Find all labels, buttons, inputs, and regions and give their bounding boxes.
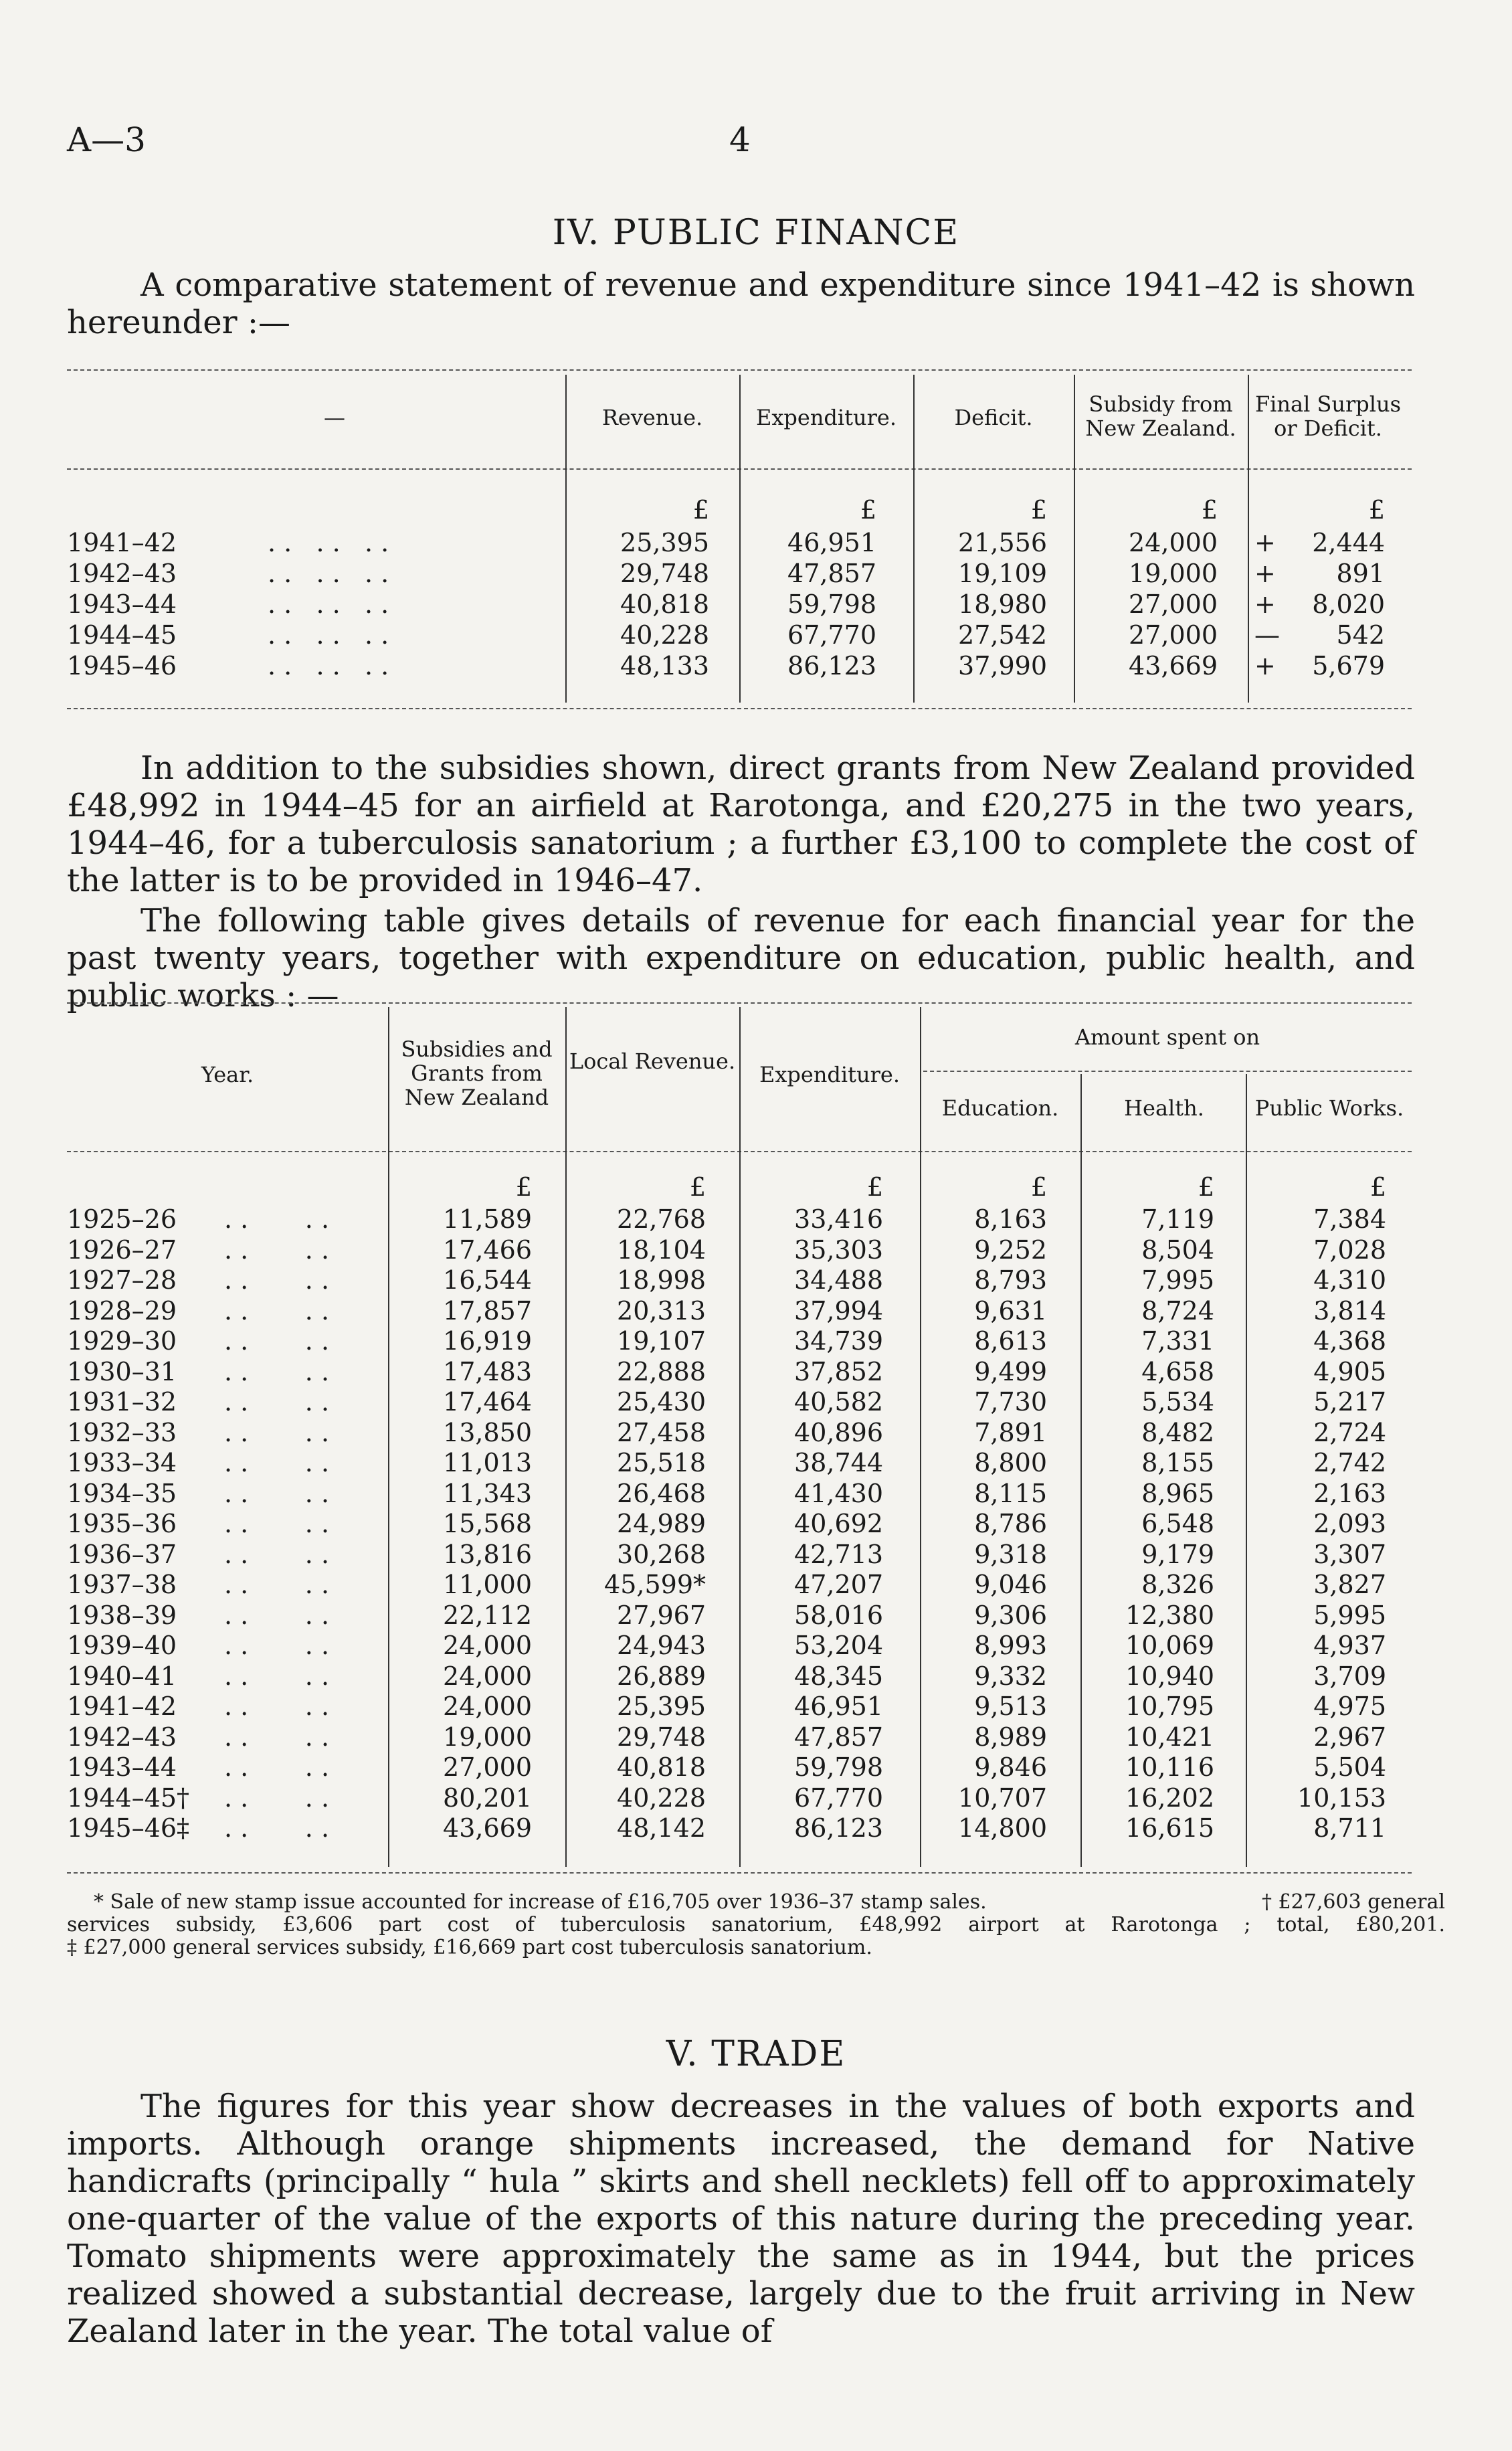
subsidies-cell: 13,816 (443, 1539, 532, 1569)
table2-row (0, 1326, 1512, 1356)
footnote-double-dagger: ‡ £27,000 general services subsidy, £16,669 part cost tuberculosis sanatorium. (67, 1936, 872, 1959)
expenditure-cell: 58,016 (794, 1600, 883, 1630)
table2-row (0, 1540, 1512, 1570)
health-cell: 10,421 (1125, 1722, 1214, 1752)
paragraph-table-intro (67, 902, 1415, 1014)
leader-dots: . . . . (224, 1478, 330, 1508)
leader-dots: . . . . (224, 1813, 330, 1843)
final-cell: 891 (1336, 559, 1385, 588)
subsidy-cell: 27,000 (1129, 620, 1218, 650)
year-cell: 1943–44 (67, 1752, 177, 1782)
public-works-cell: 4,310 (1313, 1265, 1386, 1295)
year-cell: 1935–36 (67, 1509, 177, 1538)
section-iv-intro-text: A comparative statement of revenue and expenditure since 1941–42 is shown hereunder :— (67, 266, 1415, 341)
local-revenue-cell: 27,967 (617, 1600, 706, 1630)
leader-dots: . . . . (224, 1661, 330, 1691)
public-works-cell: 2,724 (1313, 1417, 1386, 1447)
table2-year-header: Year. (201, 1062, 254, 1087)
health-cell: 8,504 (1141, 1235, 1214, 1265)
health-cell: 10,116 (1125, 1752, 1214, 1782)
table1-row (0, 650, 1512, 681)
education-cell: 8,163 (974, 1204, 1047, 1234)
leader-dots: . . . . (224, 1326, 330, 1356)
expenditure-cell: 59,798 (787, 589, 876, 619)
local-revenue-cell: 22,768 (617, 1204, 706, 1234)
table1-unit: £ (692, 495, 709, 525)
health-cell: 7,331 (1141, 1326, 1214, 1356)
expenditure-cell: 42,713 (794, 1539, 883, 1569)
leader-dots: . . . . . . (268, 528, 389, 557)
education-cell: 14,800 (958, 1813, 1047, 1843)
leader-dots: . . . . (224, 1631, 330, 1660)
paragraph-grants-text: In addition to the subsidies shown, direct grants from New Zealand provided £48,992 in 1944–45 for an airfield at Rarotonga, and £20,275 in the two years, 1944–46, for a tuberculosis sanatorium ; a further £3,100 to complete the cost of the latter is to be provided in 1946–47. (67, 749, 1415, 899)
leader-dots: . . . . (224, 1539, 330, 1569)
year-cell: 1933–34 (67, 1448, 177, 1477)
table2-row (0, 1265, 1512, 1295)
education-cell: 8,613 (974, 1326, 1047, 1356)
table2-unit: £ (866, 1172, 883, 1202)
expenditure-cell: 47,857 (787, 559, 876, 588)
year-cell: 1942–43 (67, 559, 177, 588)
public-works-cell: 2,093 (1313, 1509, 1386, 1538)
public-works-cell: 2,742 (1313, 1448, 1386, 1477)
local-revenue-cell: 40,818 (617, 1752, 706, 1782)
local-revenue-cell: 19,107 (617, 1326, 706, 1356)
sign-cell: + (1254, 559, 1276, 588)
revenue-cell: 29,748 (620, 559, 709, 588)
health-cell: 16,202 (1125, 1783, 1214, 1813)
year-cell: 1936–37 (67, 1539, 177, 1569)
table2-top-rule (67, 1002, 1412, 1004)
local-revenue-cell: 26,468 (617, 1478, 706, 1508)
table1-row (0, 620, 1512, 650)
table1-row (0, 527, 1512, 558)
health-cell: 10,069 (1125, 1631, 1214, 1660)
table2-unit: £ (689, 1172, 706, 1202)
education-cell: 8,800 (974, 1448, 1047, 1477)
leader-dots: . . . . . . (268, 589, 389, 619)
education-cell: 9,631 (974, 1295, 1047, 1326)
footnote-line2: services subsidy, £3,606 part cost of tuberculosis sanatorium, £48,992 airport at Rarotonga ; total, £80,201. (67, 1913, 1445, 1936)
year-cell: 1928–29 (67, 1295, 177, 1326)
table2-education-header: Education. (941, 1095, 1059, 1121)
deficit-cell: 19,109 (958, 559, 1047, 588)
local-revenue-cell: 26,889 (617, 1661, 706, 1691)
education-cell: 9,046 (974, 1570, 1047, 1599)
education-cell: 7,891 (974, 1417, 1047, 1447)
year-cell: 1937–38 (67, 1570, 177, 1599)
education-cell: 9,513 (974, 1692, 1047, 1721)
table2-row (0, 1692, 1512, 1722)
leader-dots: . . . . . . (268, 559, 389, 588)
health-cell: 12,380 (1125, 1600, 1214, 1630)
health-cell: 8,724 (1141, 1295, 1214, 1326)
sign-cell: + (1254, 651, 1276, 680)
expenditure-cell: 46,951 (787, 528, 876, 557)
deficit-cell: 18,980 (958, 589, 1047, 619)
subsidies-cell: 15,568 (443, 1509, 532, 1538)
leader-dots: . . . . (224, 1235, 330, 1265)
expenditure-cell: 37,994 (794, 1295, 883, 1326)
expenditure-cell: 41,430 (794, 1478, 883, 1508)
table2-row (0, 1722, 1512, 1752)
expenditure-cell: 34,739 (794, 1326, 883, 1356)
paragraph-table-intro-text: The following table gives details of revenue for each financial year for the past twenty years, together with expenditure on education, public health, and public works : — (67, 902, 1415, 1014)
revenue-cell: 40,228 (620, 620, 709, 650)
public-works-cell: 10,153 (1297, 1783, 1386, 1813)
table1-row (0, 589, 1512, 620)
health-cell: 7,995 (1141, 1265, 1214, 1295)
expenditure-cell: 48,345 (794, 1661, 883, 1691)
footnotes (67, 1891, 1445, 1959)
table1-expenditure-header: Expenditure. (755, 405, 897, 430)
health-cell: 9,179 (1141, 1539, 1214, 1569)
health-cell: 8,155 (1141, 1448, 1214, 1477)
paragraph-grants (67, 749, 1415, 899)
health-cell: 5,534 (1141, 1387, 1214, 1417)
table2-row (0, 1296, 1512, 1326)
expenditure-cell: 86,123 (794, 1813, 883, 1843)
leader-dots: . . . . . . (268, 651, 389, 680)
public-works-cell: 4,937 (1313, 1631, 1386, 1660)
table1-revenue-header: Revenue. (601, 405, 703, 430)
subsidies-cell: 17,483 (443, 1356, 532, 1386)
table2-row (0, 1631, 1512, 1661)
local-revenue-cell: 22,888 (617, 1356, 706, 1386)
public-works-cell: 4,368 (1313, 1326, 1386, 1356)
local-revenue-cell: 48,142 (617, 1813, 706, 1843)
section-v-body-text: The figures for this year show decreases in the values of both exports and imports. Although orange shipments increased, the demand for Native handicrafts (principally “ hula ” skirts and shell necklets) fell off to approximately one-quarter of the value of the exports of this nature during the preceding year. Tomato shipments were approximately the same as in 1944, but the prices realized showed a substantial decrease, largely due to the fruit arriving in New Zealand later in the year. The total value of (67, 2088, 1415, 2350)
education-cell: 9,318 (974, 1539, 1047, 1569)
year-cell: 1932–33 (67, 1417, 177, 1447)
expenditure-cell: 38,744 (794, 1448, 883, 1477)
leader-dots: . . . . (224, 1783, 330, 1813)
education-cell: 10,707 (958, 1783, 1047, 1813)
subsidies-cell: 16,919 (443, 1326, 532, 1356)
table1-unit: £ (860, 495, 876, 525)
subsidies-cell: 80,201 (443, 1783, 532, 1813)
education-cell: 9,499 (974, 1356, 1047, 1386)
table2-subsidies-header: Subsidies and Grants from New Zealand (401, 1036, 553, 1110)
revenue-cell: 48,133 (620, 651, 709, 680)
health-cell: 8,326 (1141, 1570, 1214, 1599)
year-cell: 1940–41 (67, 1661, 177, 1691)
public-works-cell: 3,827 (1313, 1570, 1386, 1599)
subsidies-cell: 24,000 (443, 1631, 532, 1660)
subsidies-cell: 17,466 (443, 1235, 532, 1265)
expenditure-cell: 40,896 (794, 1417, 883, 1447)
revenue-cell: 40,818 (620, 589, 709, 619)
health-cell: 10,940 (1125, 1661, 1214, 1691)
year-cell: 1934–35 (67, 1478, 177, 1508)
year-cell: 1944–45 (67, 620, 177, 650)
education-cell: 9,332 (974, 1661, 1047, 1691)
subsidies-cell: 11,000 (443, 1570, 532, 1599)
subsidies-cell: 11,343 (443, 1478, 532, 1508)
subsidies-cell: 13,850 (443, 1417, 532, 1447)
expenditure-cell: 35,303 (794, 1235, 883, 1265)
sign-cell: + (1254, 589, 1276, 619)
deficit-cell: 27,542 (958, 620, 1047, 650)
table2-row (0, 1418, 1512, 1448)
expenditure-cell: 46,951 (794, 1692, 883, 1721)
education-cell: 9,252 (974, 1235, 1047, 1265)
leader-dots: . . . . (224, 1448, 330, 1477)
table2-row (0, 1570, 1512, 1600)
subsidies-cell: 43,669 (443, 1813, 532, 1843)
leader-dots: . . . . (224, 1509, 330, 1538)
leader-dots: . . . . (224, 1265, 330, 1295)
table1-top-rule (67, 369, 1412, 371)
expenditure-cell: 47,857 (794, 1722, 883, 1752)
public-works-cell: 5,217 (1313, 1387, 1386, 1417)
page-number: 4 (729, 120, 751, 159)
table1-row (0, 558, 1512, 589)
expenditure-cell: 37,852 (794, 1356, 883, 1386)
health-cell: 8,965 (1141, 1478, 1214, 1508)
public-works-cell: 7,384 (1313, 1204, 1386, 1234)
table1-unit: £ (1030, 495, 1047, 525)
year-cell: 1938–39 (67, 1600, 177, 1630)
expenditure-cell: 59,798 (794, 1752, 883, 1782)
leader-dots: . . . . (224, 1417, 330, 1447)
local-revenue-cell: 30,268 (617, 1539, 706, 1569)
leader-dots: . . . . (224, 1356, 330, 1386)
local-revenue-cell: 18,104 (617, 1235, 706, 1265)
expenditure-cell: 34,488 (794, 1265, 883, 1295)
local-revenue-cell: 45,599* (604, 1570, 706, 1599)
revenue-cell: 25,395 (620, 528, 709, 557)
subsidy-cell: 19,000 (1129, 559, 1218, 588)
health-cell: 8,482 (1141, 1417, 1214, 1447)
table2-amount-spent-header: Amount spent on (1074, 1024, 1260, 1050)
local-revenue-cell: 29,748 (617, 1722, 706, 1752)
section-v-title: V. TRADE (666, 2034, 846, 2074)
year-cell: 1945–46‡ (67, 1813, 190, 1843)
subsidies-cell: 24,000 (443, 1661, 532, 1691)
subsidies-cell: 19,000 (443, 1722, 532, 1752)
table2-row (0, 1783, 1512, 1813)
local-revenue-cell: 40,228 (617, 1783, 706, 1813)
public-works-cell: 4,975 (1313, 1692, 1386, 1721)
table1-unit: £ (1201, 495, 1218, 525)
table1-col0-header: — (324, 405, 345, 430)
table2-unit: £ (515, 1172, 532, 1202)
sign-cell: + (1254, 528, 1276, 557)
public-works-cell: 5,995 (1313, 1600, 1386, 1630)
education-cell: 8,115 (974, 1478, 1047, 1508)
leader-dots: . . . . . . (268, 620, 389, 650)
footnote-star: * Sale of new stamp issue accounted for increase of £16,705 over 1936–37 stamp sales. (94, 1890, 987, 1914)
expenditure-cell: 67,770 (787, 620, 876, 650)
table2-public-works-header: Public Works. (1254, 1095, 1404, 1121)
leader-dots: . . . . (224, 1204, 330, 1234)
table2-unit: £ (1369, 1172, 1386, 1202)
table2-subheader-rule (923, 1071, 1412, 1072)
table2-row (0, 1448, 1512, 1478)
subsidies-cell: 16,544 (443, 1265, 532, 1295)
public-works-cell: 3,709 (1313, 1661, 1386, 1691)
subsidy-cell: 27,000 (1129, 589, 1218, 619)
year-cell: 1927–28 (67, 1265, 177, 1295)
leader-dots: . . . . (224, 1722, 330, 1752)
local-revenue-cell: 18,998 (617, 1265, 706, 1295)
health-cell: 6,548 (1141, 1509, 1214, 1538)
table1-unit: £ (1368, 495, 1385, 525)
subsidies-cell: 11,589 (443, 1204, 532, 1234)
subsidy-cell: 24,000 (1129, 528, 1218, 557)
expenditure-cell: 86,123 (787, 651, 876, 680)
public-works-cell: 2,163 (1313, 1478, 1386, 1508)
local-revenue-cell: 25,430 (617, 1387, 706, 1417)
table2-unit: £ (1198, 1172, 1214, 1202)
subsidies-cell: 24,000 (443, 1692, 532, 1721)
local-revenue-cell: 25,395 (617, 1692, 706, 1721)
public-works-cell: 3,307 (1313, 1539, 1386, 1569)
year-cell: 1944–45† (67, 1783, 190, 1813)
table2-expenditure-header: Expenditure. (759, 1062, 901, 1087)
table2-row (0, 1661, 1512, 1692)
table2-local-header: Local Revenue. (569, 1049, 736, 1074)
table2-row (0, 1509, 1512, 1539)
education-cell: 8,989 (974, 1722, 1047, 1752)
table2-row (0, 1204, 1512, 1235)
expenditure-cell: 40,582 (794, 1387, 883, 1417)
deficit-cell: 21,556 (958, 528, 1047, 557)
year-cell: 1941–42 (67, 1692, 177, 1721)
year-cell: 1929–30 (67, 1326, 177, 1356)
education-cell: 9,846 (974, 1752, 1047, 1782)
section-iv-intro (67, 266, 1415, 341)
local-revenue-cell: 27,458 (617, 1417, 706, 1447)
subsidies-cell: 17,857 (443, 1295, 532, 1326)
year-cell: 1945–46 (67, 651, 177, 680)
public-works-cell: 5,504 (1313, 1752, 1386, 1782)
table2-row (0, 1387, 1512, 1417)
section-iv-title: IV. PUBLIC FINANCE (552, 213, 960, 253)
year-cell: 1931–32 (67, 1387, 177, 1417)
table2-health-header: Health. (1124, 1095, 1204, 1121)
expenditure-cell: 33,416 (794, 1204, 883, 1234)
year-cell: 1925–26 (67, 1204, 177, 1234)
leader-dots: . . . . (224, 1387, 330, 1417)
subsidies-cell: 11,013 (443, 1448, 532, 1477)
leader-dots: . . . . (224, 1600, 330, 1630)
local-revenue-cell: 20,313 (617, 1295, 706, 1326)
table2-row (0, 1357, 1512, 1387)
document-reference: A—3 (67, 120, 146, 159)
year-cell: 1926–27 (67, 1235, 177, 1265)
subsidy-cell: 43,669 (1129, 651, 1218, 680)
year-cell: 1941–42 (67, 528, 177, 557)
table1-final-header: Final Surplus or Deficit. (1254, 391, 1402, 441)
subsidies-cell: 27,000 (443, 1752, 532, 1782)
table2-row (0, 1752, 1512, 1783)
health-cell: 10,795 (1125, 1692, 1214, 1721)
year-cell: 1939–40 (67, 1631, 177, 1660)
health-cell: 16,615 (1125, 1813, 1214, 1843)
public-works-cell: 3,814 (1313, 1295, 1386, 1326)
deficit-cell: 37,990 (958, 651, 1047, 680)
local-revenue-cell: 24,989 (617, 1509, 706, 1538)
health-cell: 7,119 (1141, 1204, 1214, 1234)
public-works-cell: 8,711 (1313, 1813, 1386, 1843)
table2-unit: £ (1030, 1172, 1047, 1202)
section-v-body (67, 2088, 1415, 2350)
footnote-line1 (67, 1891, 1445, 1914)
public-works-cell: 7,028 (1313, 1235, 1386, 1265)
health-cell: 4,658 (1141, 1356, 1214, 1386)
table1-deficit-header: Deficit. (954, 405, 1033, 430)
table2-row (0, 1235, 1512, 1265)
subsidies-cell: 22,112 (443, 1600, 532, 1630)
education-cell: 8,786 (974, 1509, 1047, 1538)
final-cell: 2,444 (1312, 528, 1385, 557)
subsidies-cell: 17,464 (443, 1387, 532, 1417)
table2-row (0, 1813, 1512, 1843)
expenditure-cell: 53,204 (794, 1631, 883, 1660)
expenditure-cell: 67,770 (794, 1783, 883, 1813)
public-works-cell: 4,905 (1313, 1356, 1386, 1386)
sign-cell: — (1254, 620, 1280, 650)
leader-dots: . . . . (224, 1295, 330, 1326)
education-cell: 8,993 (974, 1631, 1047, 1660)
year-cell: 1930–31 (67, 1356, 177, 1386)
year-cell: 1943–44 (67, 589, 177, 619)
local-revenue-cell: 25,518 (617, 1448, 706, 1477)
leader-dots: . . . . (224, 1692, 330, 1721)
final-cell: 8,020 (1312, 589, 1385, 619)
leader-dots: . . . . (224, 1570, 330, 1599)
expenditure-cell: 47,207 (794, 1570, 883, 1599)
leader-dots: . . . . (224, 1752, 330, 1782)
public-works-cell: 2,967 (1313, 1722, 1386, 1752)
footnote-dagger: † £27,603 general (1262, 1890, 1445, 1914)
year-cell: 1942–43 (67, 1722, 177, 1752)
final-cell: 5,679 (1312, 651, 1385, 680)
table2-row (0, 1479, 1512, 1509)
table2-bottom-rule (67, 1872, 1412, 1874)
local-revenue-cell: 24,943 (617, 1631, 706, 1660)
table1-bottom-rule (67, 708, 1412, 709)
education-cell: 8,793 (974, 1265, 1047, 1295)
education-cell: 7,730 (974, 1387, 1047, 1417)
education-cell: 9,306 (974, 1600, 1047, 1630)
table2-row (0, 1601, 1512, 1631)
expenditure-cell: 40,692 (794, 1509, 883, 1538)
final-cell: 542 (1336, 620, 1385, 650)
table1-subsidy-header: Subsidy from New Zealand. (1085, 391, 1236, 441)
